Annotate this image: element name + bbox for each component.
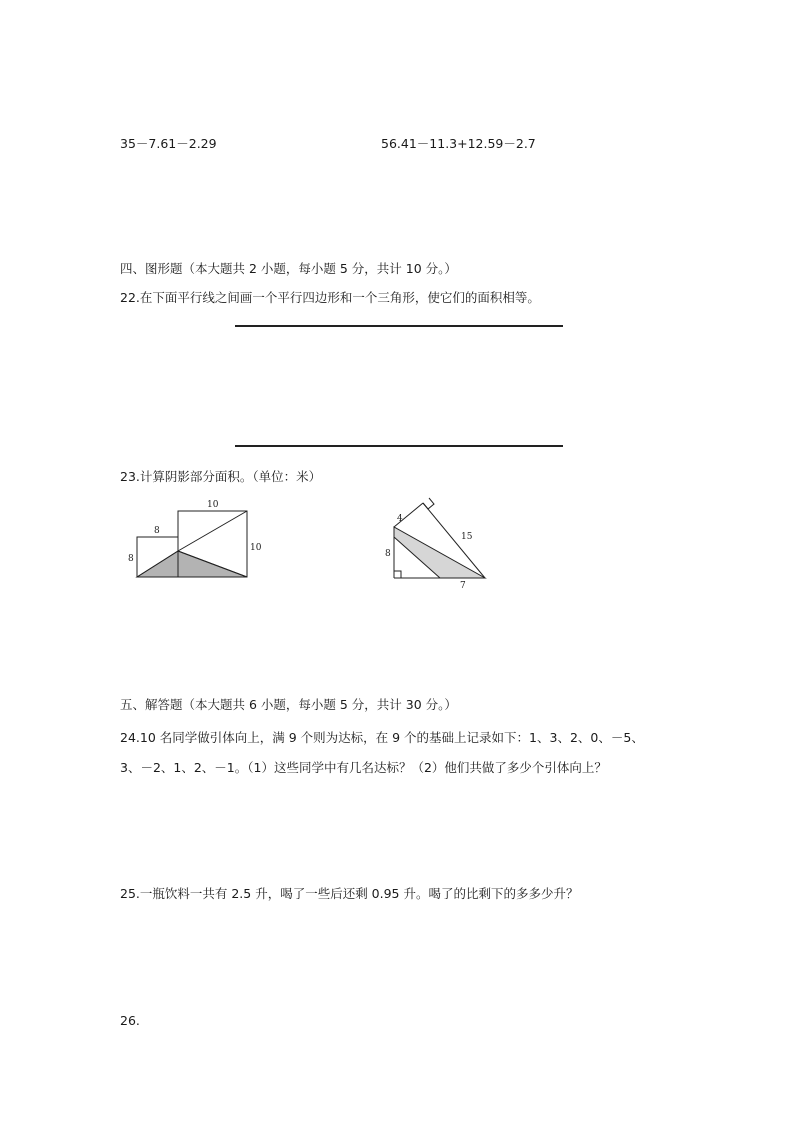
section-5-heading: 五、解答题（本大题共 6 小题，每小题 5 分，共计 30 分。）	[120, 697, 457, 712]
figure-2-shaded-area	[380, 496, 500, 591]
figure-1-diagonal-b	[178, 511, 247, 551]
figure-1-label-big-top: 10	[207, 500, 219, 510]
figure-2-right-angle-bottom	[394, 571, 401, 578]
figure-1-label-big-right: 10	[250, 543, 262, 553]
question-26: 26.	[120, 1013, 140, 1028]
figure-1-shaded-area	[120, 496, 280, 586]
question-24-line-1: 24.10 名同学做引体向上，满 9 个则为达标，在 9 个的基础上记录如下：1、3、2、0、－5、	[120, 730, 644, 745]
figure-2-label-left: 8	[385, 549, 391, 559]
section-4-heading: 四、图形题（本大题共 2 小题，每小题 5 分，共计 10 分。）	[120, 261, 457, 276]
figure-1-label-small-left: 8	[128, 554, 134, 564]
expression-2: 56.41－11.3+12.59－2.7	[381, 136, 536, 151]
question-22: 22.在下面平行线之间画一个平行四边形和一个三角形，使它们的面积相等。	[120, 290, 540, 305]
figure-2-label-top: 4	[397, 514, 403, 524]
parallel-line-top	[235, 325, 563, 327]
figure-1-label-small-top: 8	[154, 526, 160, 536]
figure-2-label-hyp: 15	[461, 532, 473, 542]
figure-2-label-bottom: 7	[460, 581, 466, 591]
question-25: 25.一瓶饮料一共有 2.5 升，喝了一些后还剩 0.95 升。喝了的比剩下的多多少升？	[120, 886, 579, 901]
figure-2-right-angle-top	[423, 498, 434, 509]
question-24-line-2: 3、－2、1、2、－1。（1）这些同学中有几名达标？（2）他们共做了多少个引体向上？	[120, 760, 607, 775]
question-23: 23.计算阴影部分面积。（单位：米）	[120, 469, 322, 484]
parallel-line-bottom	[235, 445, 563, 447]
expression-1: 35－7.61－2.29	[120, 136, 217, 151]
